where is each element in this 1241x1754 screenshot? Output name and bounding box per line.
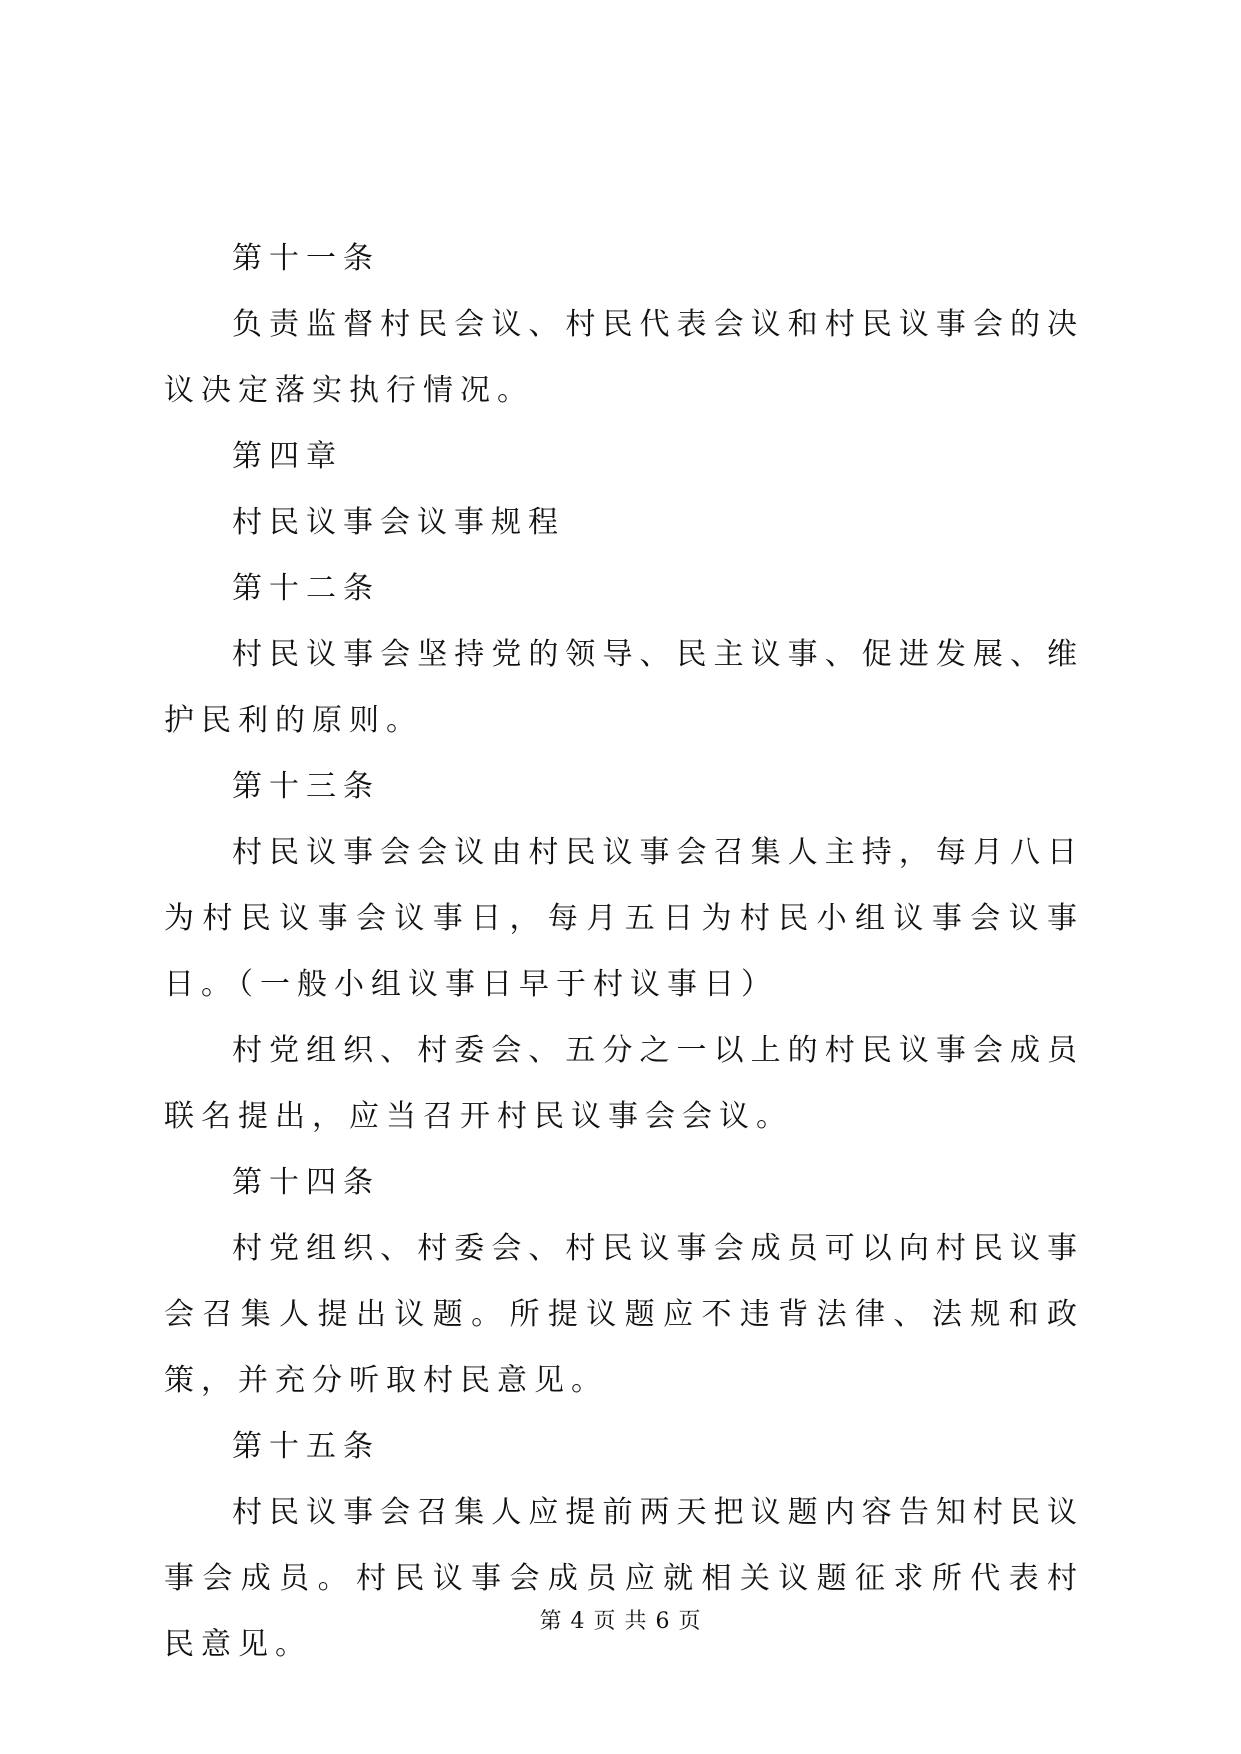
chapter-title-4: 村民议事会议事规程 xyxy=(232,505,565,540)
chapter-heading-4: 第四章 xyxy=(232,439,343,474)
article-heading-15: 第十五条 xyxy=(232,1429,380,1464)
article-heading-12: 第十二条 xyxy=(232,571,380,606)
article-text-15: 村民议事会召集人应提前两天把议题内容告知村民议事会成员。村民议事会成员应就相关议题征求所代表村民意见。 xyxy=(164,1495,1084,1662)
article-text-13-part-1: 村民议事会会议由村民议事会召集人主持，每月八日为村民议事会议事日，每月五日为村民小组议事会议事日。（一般小组议事日早于村议事日） xyxy=(164,835,1084,1002)
article-heading-14: 第十四条 xyxy=(232,1165,380,1200)
article-heading-13: 第十三条 xyxy=(232,769,380,804)
document-body xyxy=(164,226,1084,1678)
article-text-14: 村党组织、村委会、村民议事会成员可以向村民议事会召集人提出议题。所提议题应不违背法律、法规和政策，并充分听取村民意见。 xyxy=(164,1231,1084,1398)
article-text-13-part-2: 村党组织、村委会、五分之一以上的村民议事会成员联名提出，应当召开村民议事会会议。 xyxy=(164,1033,1084,1134)
page-number-footer: 第 4 页 共 6 页 xyxy=(539,1609,702,1634)
article-heading-11: 第十一条 xyxy=(232,241,380,276)
article-text-11: 负责监督村民会议、村民代表会议和村民议事会的决议决定落实执行情况。 xyxy=(164,307,1084,408)
article-text-12: 村民议事会坚持党的领导、民主议事、促进发展、维护民利的原则。 xyxy=(164,637,1084,738)
